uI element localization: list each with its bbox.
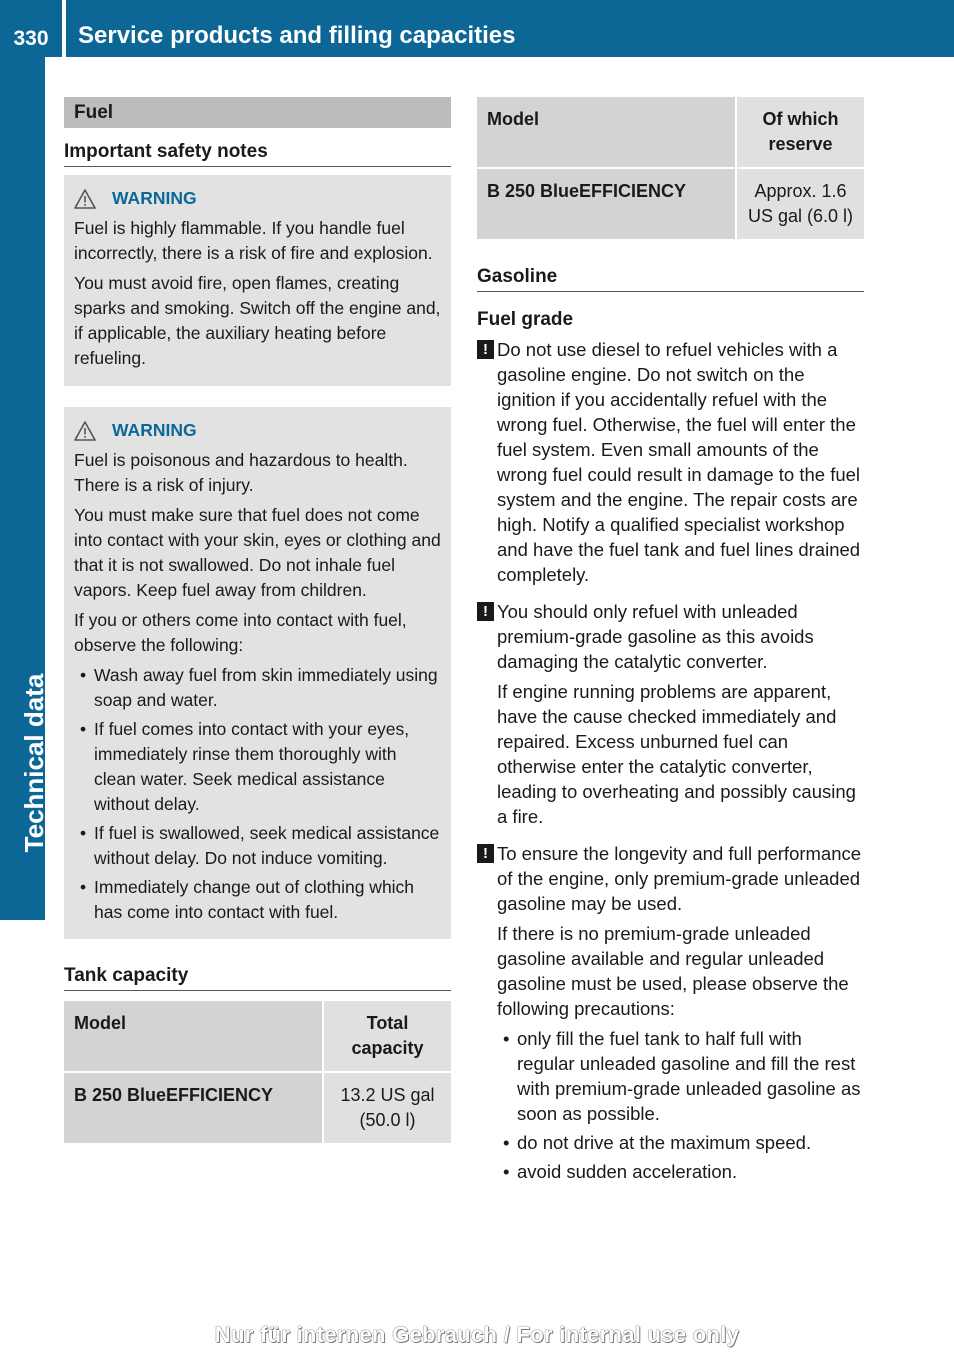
warning-text: You must make sure that fuel does not come into contact with your skin, eyes or clothing and that it is not swallowed. Do not inhale fuel vapors. Keep fuel away from children. (74, 505, 441, 600)
table-header-row (64, 1001, 451, 1072)
warning-label: WARNING (112, 188, 197, 208)
precautions-list (497, 1026, 864, 1184)
table-cell-model: B 250 BlueEFFICIENCY (477, 168, 736, 239)
note-text: If engine running problems are apparent, have the cause checked immediately and repaired. Excess unburned fuel can otherwise enter the catalytic converter, leading to overheating and possibly causing a fire. (497, 681, 856, 827)
right-column (477, 97, 864, 1191)
warning-bullet-list (74, 663, 442, 925)
table-header-model: Model (477, 97, 736, 168)
table-cell-capacity: 13.2 US gal (50.0 l) (323, 1072, 451, 1143)
note-text: If there is no premium-grade unleaded gasoline available and regular unleaded gasoline must be used, please observe the following precautions: (497, 923, 849, 1019)
table-header-capacity: Total capacity (323, 1001, 451, 1072)
warning-text: If you or others come into contact with fuel, observe the following: (74, 610, 407, 655)
exclamation-icon: ! (477, 602, 494, 621)
table-row (64, 1072, 451, 1143)
section-title-fuel: Fuel (64, 97, 451, 128)
warning-title (74, 186, 442, 211)
warning-text: You must avoid fire, open flames, creating sparks and smoking. Switch off the engine and, if applicable, the auxiliary heating before refueling. (74, 273, 441, 368)
list-item: • Wash away fuel from skin immediately using soap and water. (74, 663, 442, 713)
warning-title (74, 418, 442, 443)
exclamation-icon: ! (477, 844, 494, 863)
list-item: • If fuel comes into contact with your eyes, immediately rinse them thoroughly with clean water. Seek medical assistance without delay. (74, 717, 442, 817)
page-header (0, 0, 954, 57)
warning-box-flammable (64, 175, 451, 386)
list-item: • If fuel is swallowed, seek medical assistance without delay. Do not induce vomiting. (74, 821, 442, 871)
safety-notes-heading: Important safety notes (64, 141, 451, 167)
note-item (477, 599, 864, 829)
note-text: You should only refuel with unleaded premium-grade gasoline as this avoids damaging the catalytic converter. (497, 601, 814, 672)
page-title: Service products and filling capacities (78, 22, 516, 49)
warning-text: Fuel is poisonous and hazardous to health. There is a risk of injury. (74, 450, 408, 495)
list-item: • do not drive at the maximum speed. (497, 1130, 864, 1155)
warning-label: WARNING (112, 420, 197, 440)
warning-triangle-icon (74, 189, 96, 209)
page-number: 330 (13, 27, 49, 50)
tank-capacity-table (64, 1001, 451, 1143)
gasoline-notes (477, 337, 864, 1184)
note-text: To ensure the longevity and full performance of the engine, only premium-grade unleaded gasoline may be used. (497, 843, 862, 914)
exclamation-icon: ! (477, 340, 494, 359)
table-header-row (477, 97, 864, 168)
tank-capacity-heading: Tank capacity (64, 965, 451, 991)
table-header-model: Model (64, 1001, 323, 1072)
list-item: • avoid sudden acceleration. (497, 1159, 864, 1184)
left-column (64, 97, 451, 1143)
list-item: • Immediately change out of clothing which has come into contact with fuel. (74, 875, 442, 925)
table-header-reserve: Of which reserve (736, 97, 864, 168)
list-item: • only fill the fuel tank to half full with regular unleaded gasoline and fill the rest with premium-grade unleaded gasoline as soon as possible. (497, 1026, 864, 1126)
reserve-table (477, 97, 864, 239)
fuel-grade-heading: Fuel grade (477, 309, 574, 330)
header-divider (62, 0, 66, 57)
side-tab-label: Technical data (19, 673, 49, 853)
table-row (477, 168, 864, 239)
warning-triangle-icon (74, 421, 96, 441)
table-cell-reserve: Approx. 1.6 US gal (6.0 l) (736, 168, 864, 239)
warning-box-poisonous (64, 407, 451, 939)
warning-text: Fuel is highly flammable. If you handle fuel incorrectly, there is a risk of fire and explosion. (74, 218, 433, 263)
note-item (477, 841, 864, 1184)
gasoline-heading: Gasoline (477, 266, 864, 292)
table-cell-model: B 250 BlueEFFICIENCY (64, 1072, 323, 1143)
note-item (477, 337, 864, 587)
footer-watermark: Nur für internen Gebrauch / For internal use only (214, 1322, 740, 1347)
note-text: Do not use diesel to refuel vehicles with a gasoline engine. Do not switch on the ignition if you accidentally refuel with the wrong fuel. Otherwise, the fuel will enter the fuel system. Even small amounts of the wrong fuel could result in damage to the fuel system and the engine. The repair costs are high. Notify a qualified specialist workshop and have the fuel tank and fuel lines drained completely. (497, 339, 861, 585)
